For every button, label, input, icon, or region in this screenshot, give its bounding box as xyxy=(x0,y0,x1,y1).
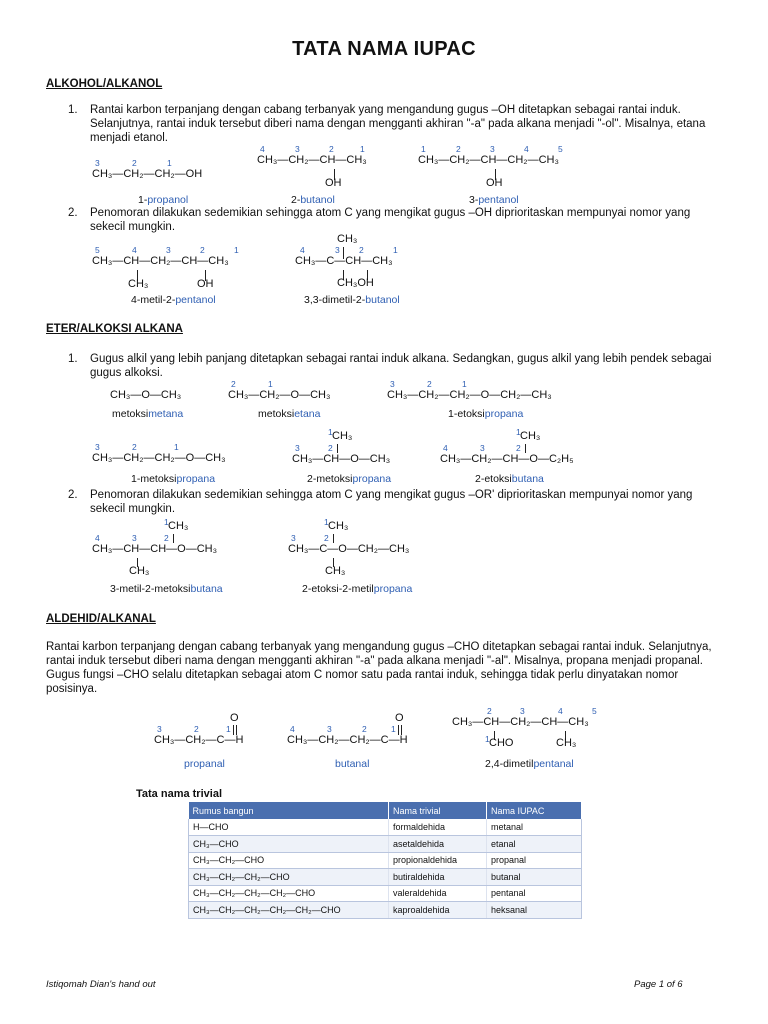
table-row xyxy=(189,852,582,869)
atom-number: 3 xyxy=(520,706,525,716)
section-heading-eter: ETER/ALKOKSI ALKANA xyxy=(46,323,183,335)
table-cell: butanal xyxy=(487,869,582,886)
formula: CH₃—O—CH₃ xyxy=(110,389,182,401)
atom-number: 4 xyxy=(443,443,448,453)
table-cell: propionaldehida xyxy=(389,852,487,869)
section-heading-aldehid: ALDEHID/ALKANAL xyxy=(46,613,156,625)
table-cell: metanal xyxy=(487,819,582,836)
formula: CH₃—CH₂—CH—O—C₂H₅ xyxy=(440,453,574,465)
table-cell: asetaldehida xyxy=(389,836,487,853)
atom-number: 1 xyxy=(393,245,398,255)
formula: O xyxy=(395,712,404,724)
trivial-name-table xyxy=(188,802,582,919)
formula: CH₃ xyxy=(129,565,150,577)
table-row xyxy=(189,902,582,919)
page-title: TATA NAMA IUPAC xyxy=(292,38,476,60)
table-cell: H—CHO xyxy=(189,819,389,836)
formula: CH₃—CH₂—O—CH₃ xyxy=(228,389,331,401)
formula: CHO xyxy=(489,737,514,749)
atom-number: 4 xyxy=(558,706,563,716)
table-cell: heksanal xyxy=(487,902,582,919)
atom-number: 1 xyxy=(268,379,273,389)
formula: CH₃ xyxy=(337,233,358,245)
table-cell: etanal xyxy=(487,836,582,853)
atom-number: 4 xyxy=(290,724,295,734)
section-heading-alkohol: ALKOHOL/ALKANOL xyxy=(46,78,163,90)
table-cell: CH₃—CH₂—CH₂—CHO xyxy=(189,869,389,886)
table-cell: CH₃—CH₂—CHO xyxy=(189,852,389,869)
item-number: 2. xyxy=(68,489,78,501)
atom-number: 2 xyxy=(359,245,364,255)
formula: CH₃—CH₂—CH₂—OH xyxy=(92,168,203,180)
caption: 2-etoksi-2-metilpropana xyxy=(302,583,413,595)
caption: 1-propanol xyxy=(138,194,189,206)
atom-number: 5 xyxy=(592,706,597,716)
atom-number: 3 xyxy=(95,158,100,168)
column-header: Nama trivial xyxy=(389,802,487,819)
formula: OH xyxy=(197,278,214,290)
caption: metoksietana xyxy=(258,408,321,420)
atom-number: 2 xyxy=(194,724,199,734)
formula: O xyxy=(230,712,239,724)
atom-number: 1 xyxy=(234,245,239,255)
atom-number: 2 xyxy=(164,533,169,543)
atom-number: 1 xyxy=(164,517,169,527)
formula: CH₃ xyxy=(325,565,346,577)
atom-number: 3 xyxy=(295,443,300,453)
atom-number: 3 xyxy=(327,724,332,734)
item-text: Penomoran dilakukan sedemikian sehingga atom C yang mengikat gugus –OH diprioritaskan mempunyai nomor yang sekecil mungkin. xyxy=(90,207,691,233)
atom-number: 4 xyxy=(260,144,265,154)
atom-number: 2 xyxy=(200,245,205,255)
formula: CH₃OH xyxy=(337,277,374,289)
table-cell: butiraldehida xyxy=(389,869,487,886)
caption: 3-metil-2-metoksibutana xyxy=(110,583,223,595)
caption: 4-metil-2-pentanol xyxy=(131,294,216,306)
atom-number: 2 xyxy=(132,158,137,168)
formula: CH₃—CH₂—CH₂—O—CH₂—CH₃ xyxy=(387,389,552,401)
formula: CH₃ xyxy=(168,520,189,532)
atom-number: 1 xyxy=(516,427,521,437)
formula: CH₃—CH—O—CH₃ xyxy=(292,453,391,465)
formula: CH₃—CH₂—CH—CH₃ xyxy=(257,154,367,166)
table-row xyxy=(189,869,582,886)
table-cell: formaldehida xyxy=(389,819,487,836)
atom-number: 3 xyxy=(132,533,137,543)
formula: CH₃—CH₂—CH—CH₂—CH₃ xyxy=(418,154,559,166)
atom-number: 2 xyxy=(516,443,521,453)
atom-number: 1 xyxy=(167,158,172,168)
formula: CH₃—CH—CH₂—CH—CH₃ xyxy=(452,716,589,728)
table-row xyxy=(189,819,582,836)
caption: 1-metoksipropana xyxy=(131,473,216,485)
caption: 2-butanol xyxy=(291,194,335,206)
item-number: 2. xyxy=(68,207,78,219)
atom-number: 2 xyxy=(487,706,492,716)
atom-number: 4 xyxy=(132,245,137,255)
atom-number: 3 xyxy=(157,724,162,734)
atom-number: 3 xyxy=(95,442,100,452)
formula: CH₃—CH—CH₂—CH—CH₃ xyxy=(92,255,229,267)
atom-number: 1 xyxy=(324,517,329,527)
formula: CH₃—C—O—CH₂—CH₃ xyxy=(288,543,410,555)
atom-number: 1 xyxy=(226,724,231,734)
formula: CH₃ xyxy=(332,430,353,442)
atom-number: 1 xyxy=(462,379,467,389)
atom-number: 2 xyxy=(132,442,137,452)
caption: 3,3-dimetil-2-butanol xyxy=(304,294,400,306)
footer-page-number: Page 1 of 6 xyxy=(634,979,683,990)
formula: CH₃—CH—CH—O—CH₃ xyxy=(92,543,218,555)
atom-number: 2 xyxy=(328,443,333,453)
caption: propanal xyxy=(184,758,225,770)
atom-number: 2 xyxy=(324,533,329,543)
table-cell: CH₃—CH₂—CH₂—CH₂—CHO xyxy=(189,885,389,902)
atom-number: 3 xyxy=(480,443,485,453)
atom-number: 3 xyxy=(291,533,296,543)
table-cell: CH₃—CHO xyxy=(189,836,389,853)
atom-number: 5 xyxy=(95,245,100,255)
item-number: 1. xyxy=(68,104,78,116)
caption: butanal xyxy=(335,758,370,770)
atom-number: 4 xyxy=(524,144,529,154)
formula: CH₃ xyxy=(128,278,149,290)
atom-number: 3 xyxy=(390,379,395,389)
atom-number: 2 xyxy=(456,144,461,154)
atom-number: 2 xyxy=(427,379,432,389)
atom-number: 1 xyxy=(360,144,365,154)
table-title: Tata nama trivial xyxy=(136,788,222,800)
atom-number: 4 xyxy=(300,245,305,255)
atom-number: 1 xyxy=(328,427,333,437)
atom-number: 5 xyxy=(558,144,563,154)
paragraph: Rantai karbon terpanjang dengan cabang terbanyak yang mengandung gugus –CHO ditetapkan sebagai rantai induk. Selanjutnya, rantai induk tersebut diberi nama dengan mengganti akhiran "-a" pada alkana menjadi "-al". Misalnya, propana menjadi propanal. Gugus fungsi –CHO selalu ditetapkan sebagai atom C nomor satu pada rantai induk, sehingga tidak perlu dinyatakan nomor posisinya. xyxy=(46,641,712,695)
formula: CH₃—CH₂—C—H xyxy=(154,734,244,746)
caption: metoksimetana xyxy=(112,408,184,420)
footer-left: Istiqomah Dian's hand out xyxy=(46,979,156,990)
caption: 2-metoksipropana xyxy=(307,473,392,485)
atom-number: 1 xyxy=(485,734,490,744)
caption: 1-etoksipropana xyxy=(448,408,524,420)
table-cell: kaproaldehida xyxy=(389,902,487,919)
column-header: Rumus bangun xyxy=(189,802,389,819)
table-cell: propanal xyxy=(487,852,582,869)
atom-number: 2 xyxy=(231,379,236,389)
formula: CH₃—CH₂—CH₂—O—CH₃ xyxy=(92,452,226,464)
table-header-row xyxy=(189,802,582,819)
caption: 3-pentanol xyxy=(469,194,519,206)
formula: CH₃ xyxy=(556,737,577,749)
item-text: Rantai karbon terpanjang dengan cabang terbanyak yang mengandung gugus –OH ditetapkan sebagai rantai induk. Selanjutnya, rantai induk tersebut diberi nama dengan mengganti akhiran "-a" pada alkana menjadi "-ol". Misalnya, etana menjadi etanol. xyxy=(90,104,706,144)
item-text: Gugus alkil yang lebih panjang ditetapkan sebagai rantai induk alkana. Sedangkan, gugus alkil yang lebih pendek sebagai gugus alkoksi. xyxy=(90,353,712,379)
formula: OH xyxy=(325,177,342,189)
item-text: Penomoran dilakukan sedemikian sehingga atom C yang mengikat gugus –OR' diprioritaskan mempunyai nomor yang sekecil mungkin. xyxy=(90,489,693,515)
formula: CH₃—C—CH—CH₃ xyxy=(295,255,393,267)
formula: CH₃ xyxy=(520,430,541,442)
atom-number: 3 xyxy=(295,144,300,154)
atom-number: 3 xyxy=(335,245,340,255)
atom-number: 1 xyxy=(421,144,426,154)
atom-number: 1 xyxy=(391,724,396,734)
atom-number: 3 xyxy=(166,245,171,255)
column-header: Nama IUPAC xyxy=(487,802,582,819)
table-row xyxy=(189,885,582,902)
atom-number: 4 xyxy=(95,533,100,543)
formula: OH xyxy=(486,177,503,189)
atom-number: 1 xyxy=(174,442,179,452)
table-cell: pentanal xyxy=(487,885,582,902)
table-cell: CH₃—CH₂—CH₂—CH₂—CH₂—CHO xyxy=(189,902,389,919)
formula: CH₃—CH₂—CH₂—C—H xyxy=(287,734,408,746)
item-number: 1. xyxy=(68,353,78,365)
atom-number: 3 xyxy=(490,144,495,154)
caption: 2,4-dimetilpentanal xyxy=(485,758,574,770)
atom-number: 2 xyxy=(329,144,334,154)
table-cell: valeraldehida xyxy=(389,885,487,902)
atom-number: 2 xyxy=(362,724,367,734)
caption: 2-etoksibutana xyxy=(475,473,544,485)
table-row xyxy=(189,836,582,853)
formula: CH₃ xyxy=(328,520,349,532)
